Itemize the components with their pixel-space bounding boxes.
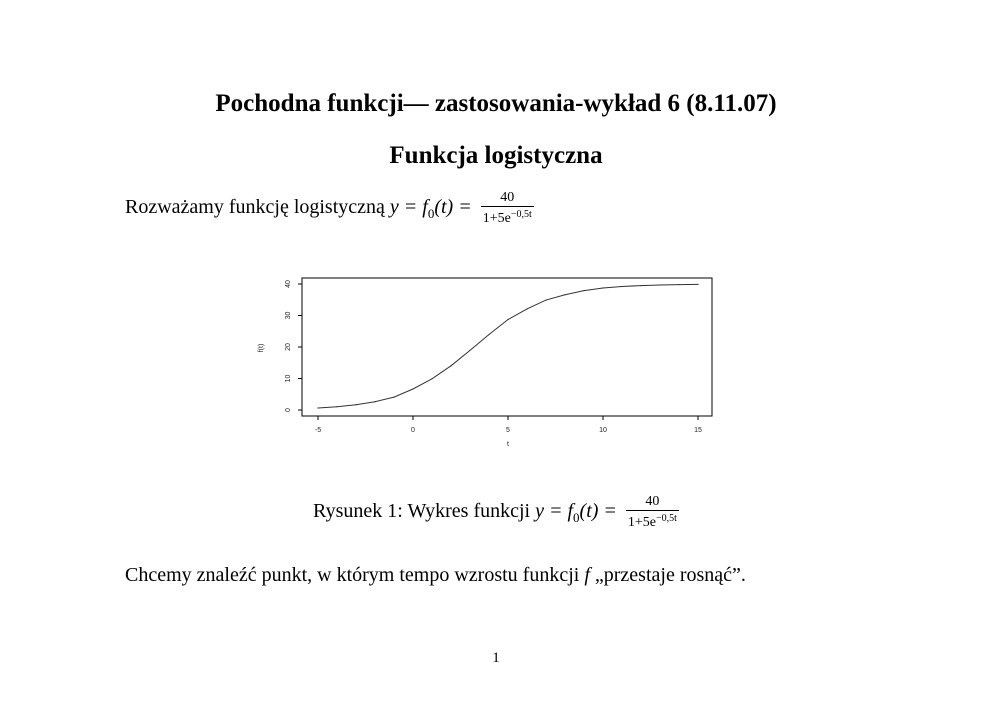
data-point bbox=[488, 334, 489, 335]
caption-fraction bbox=[626, 494, 679, 531]
series-points bbox=[317, 284, 698, 409]
x-tick-label: 0 bbox=[411, 427, 415, 434]
intro-formula bbox=[389, 196, 472, 222]
data-point bbox=[412, 388, 413, 389]
data-point bbox=[545, 299, 546, 300]
data-point bbox=[621, 286, 622, 287]
data-point bbox=[355, 404, 356, 405]
denominator-exponent: −0,5t bbox=[656, 513, 677, 524]
denominator-base: 1+5e bbox=[627, 515, 657, 530]
y-tick-label: 30 bbox=[285, 311, 292, 320]
data-point bbox=[526, 308, 527, 309]
formula-arg: (t) = bbox=[579, 500, 617, 523]
caption-text: Rysunek 1: Wykres funkcji bbox=[313, 500, 531, 523]
formula-lhs: y = f bbox=[535, 500, 574, 523]
data-point bbox=[393, 396, 394, 397]
x-axis-label: t bbox=[507, 441, 509, 448]
y-tick-label: 20 bbox=[285, 343, 292, 351]
body-paragraph bbox=[125, 560, 845, 591]
x-tick-label: -5 bbox=[314, 427, 322, 434]
figure-caption bbox=[0, 494, 992, 531]
data-point bbox=[336, 406, 337, 407]
paragraph-text-end: „przestaje rosnąć”. bbox=[594, 564, 746, 586]
x-tick-label: 5 bbox=[506, 427, 510, 434]
data-point bbox=[374, 401, 375, 402]
y-tick-label: 10 bbox=[285, 374, 292, 383]
data-point bbox=[583, 290, 584, 291]
y-tick-label: 0 bbox=[285, 408, 292, 412]
formula-lhs: y = f bbox=[389, 196, 428, 219]
paragraph-variable: f bbox=[584, 564, 590, 586]
data-point bbox=[602, 287, 603, 288]
denominator-base: 1+5e bbox=[482, 211, 511, 226]
fraction-denominator bbox=[481, 206, 534, 227]
formula-arg: (t) = bbox=[434, 196, 472, 219]
fraction-numerator: 40 bbox=[645, 494, 660, 509]
paragraph-text: Chcemy znaleźć punkt, w którym tempo wzrostu funkcji bbox=[125, 564, 580, 586]
plot-frame bbox=[302, 278, 712, 416]
logistic-chart bbox=[250, 268, 730, 458]
intro-sentence bbox=[125, 190, 534, 229]
fraction-numerator: 40 bbox=[500, 190, 515, 205]
data-point bbox=[640, 285, 641, 286]
data-point bbox=[678, 284, 679, 285]
data-point bbox=[507, 319, 508, 320]
fraction-denominator bbox=[626, 510, 679, 531]
caption-formula bbox=[535, 500, 617, 526]
denominator-exponent: −0,5t bbox=[510, 209, 532, 220]
x-tick-label: 15 bbox=[694, 427, 702, 434]
data-point bbox=[564, 294, 565, 295]
page-number: 1 bbox=[492, 650, 500, 666]
data-point bbox=[659, 284, 660, 285]
data-point bbox=[450, 365, 451, 366]
formula-subscript: 0 bbox=[427, 206, 435, 222]
data-point bbox=[431, 378, 432, 379]
intro-fraction bbox=[481, 190, 534, 227]
data-point bbox=[317, 407, 318, 408]
section-title: Funkcja logistyczna bbox=[389, 142, 603, 169]
x-axis bbox=[315, 416, 702, 434]
series-line bbox=[318, 284, 698, 408]
y-axis bbox=[285, 280, 302, 412]
formula-subscript: 0 bbox=[573, 510, 580, 526]
y-tick-label: 40 bbox=[285, 280, 292, 288]
page-title: Pochodna funkcji— zastosowania-wykład 6 (8.11.07) bbox=[215, 90, 777, 117]
x-tick-label: 10 bbox=[599, 427, 607, 434]
data-point bbox=[697, 284, 698, 285]
y-axis-label: f(t) bbox=[258, 343, 265, 353]
data-point bbox=[469, 350, 470, 351]
intro-text: Rozważamy funkcję logistyczną bbox=[125, 196, 385, 219]
